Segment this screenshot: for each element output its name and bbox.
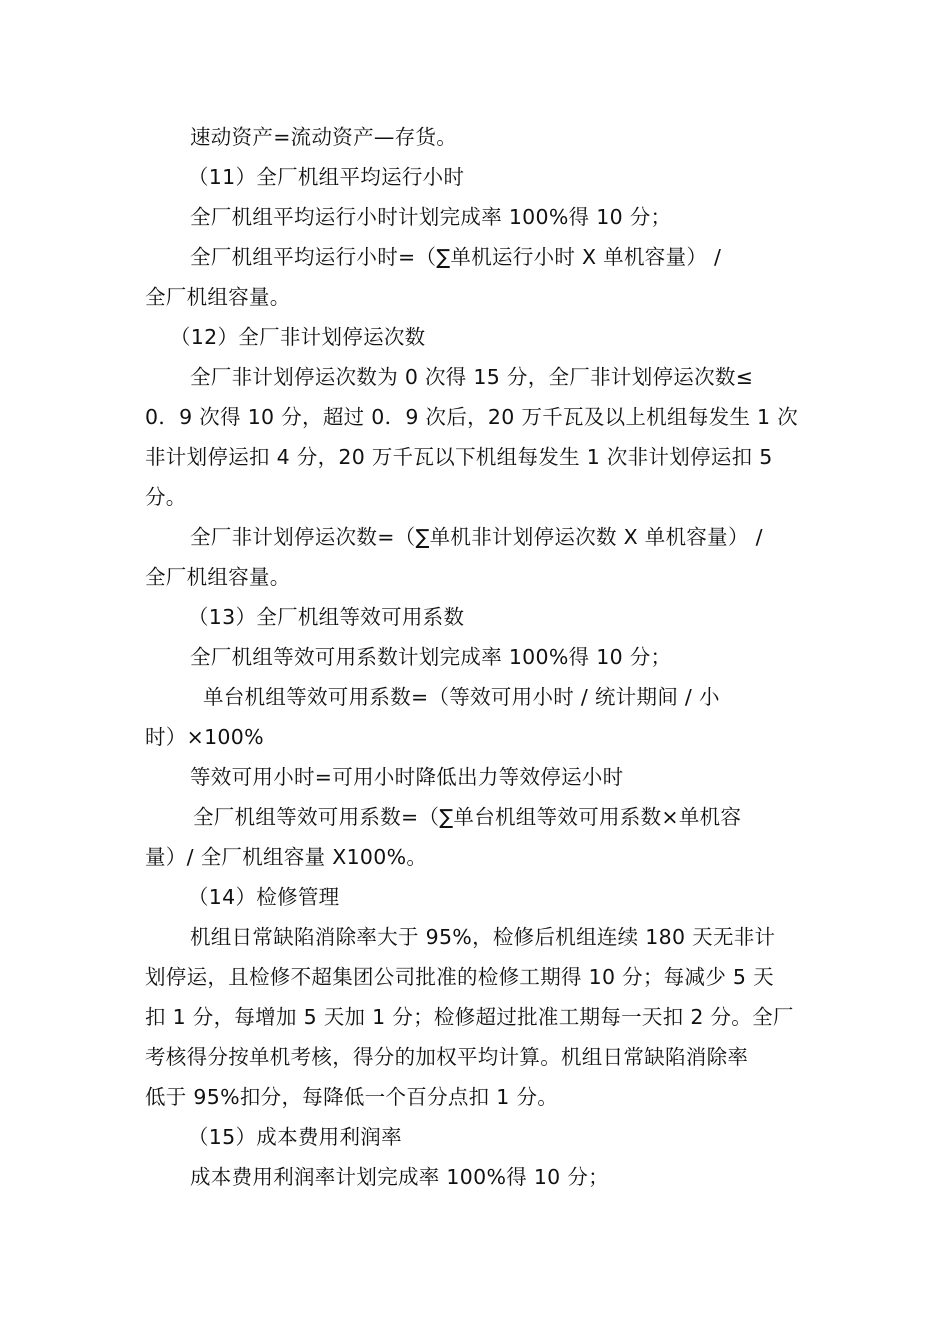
heading-11: （11）全厂机组平均运行小时 [188, 165, 465, 189]
paragraph-13-plant-formula: 全厂机组等效可用系数=（∑单台机组等效可用系数×单机容 [193, 805, 742, 829]
paragraph-11-formula: 全厂机组平均运行小时=（∑单机运行小时 X 单机容量） / [190, 245, 722, 269]
paragraph-11-score: 全厂机组平均运行小时计划完成率 100%得 10 分； [190, 205, 672, 229]
heading-14: （14）检修管理 [188, 885, 340, 909]
paragraph-15-score: 成本费用利润率计划完成率 100%得 10 分； [190, 1165, 609, 1189]
heading-13: （13）全厂机组等效可用系数 [188, 605, 465, 629]
heading-12: （12）全厂非计划停运次数 [170, 325, 426, 349]
heading-15: （15）成本费用利润率 [188, 1125, 402, 1149]
paragraph-quick-assets-formula: 速动资产=流动资产—存货。 [190, 125, 458, 149]
paragraph-14-rules-cont-2: 扣 1 分，每增加 5 天加 1 分；检修超过批准工期每一天扣 2 分。全厂 [145, 1005, 794, 1029]
paragraph-13-plant-formula-cont: 量）/ 全厂机组容量 X100%。 [145, 845, 428, 869]
paragraph-14-rules: 机组日常缺陷消除率大于 95%，检修后机组连续 180 天无非计 [190, 925, 776, 949]
paragraph-14-rules-cont-1: 划停运，且检修不超集团公司批准的检修工期得 10 分；每减少 5 天 [145, 965, 774, 989]
paragraph-12-score-cont-1: 0．9 次得 10 分，超过 0．9 次后，20 万千瓦及以上机组每发生 1 次 [145, 405, 799, 429]
paragraph-14-rules-cont-4: 低于 95%扣分，每降低一个百分点扣 1 分。 [145, 1085, 559, 1109]
paragraph-12-score-cont-3: 分。 [145, 485, 187, 509]
paragraph-11-formula-cont: 全厂机组容量。 [145, 285, 291, 309]
paragraph-12-score-cont-2: 非计划停运扣 4 分，20 万千瓦以下机组每发生 1 次非计划停运扣 5 [145, 445, 773, 469]
paragraph-12-formula: 全厂非计划停运次数=（∑单机非计划停运次数 X 单机容量） / [190, 525, 763, 549]
paragraph-13-unit-formula: 单台机组等效可用系数=（等效可用小时 / 统计期间 / 小 [203, 685, 720, 709]
paragraph-14-rules-cont-3: 考核得分按单机考核，得分的加权平均计算。机组日常缺陷消除率 [145, 1045, 749, 1069]
paragraph-13-score: 全厂机组等效可用系数计划完成率 100%得 10 分； [190, 645, 672, 669]
paragraph-13-equiv-hours: 等效可用小时=可用小时降低出力等效停运小时 [190, 765, 624, 789]
paragraph-13-unit-formula-cont: 时）×100% [145, 725, 264, 749]
paragraph-12-score: 全厂非计划停运次数为 0 次得 15 分，全厂非计划停运次数≤ [190, 365, 754, 389]
paragraph-12-formula-cont: 全厂机组容量。 [145, 565, 291, 589]
